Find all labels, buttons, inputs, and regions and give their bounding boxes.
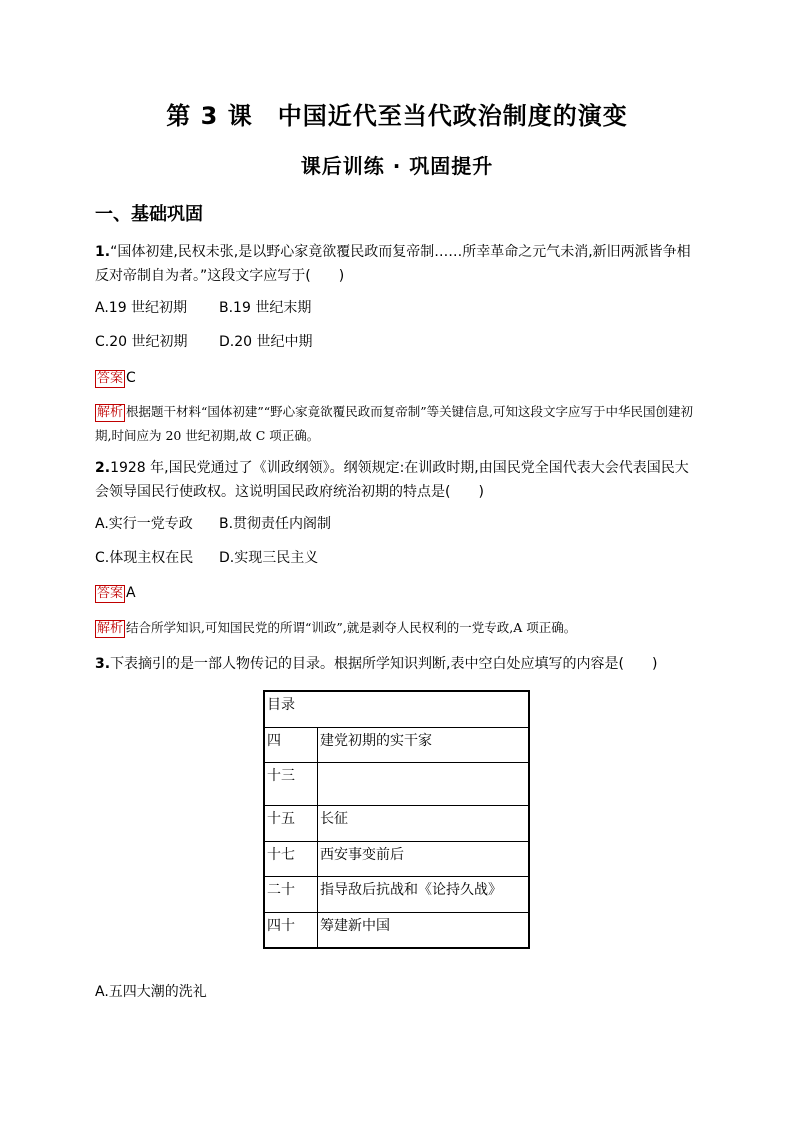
chapter-title: 建党初期的实干家: [318, 727, 530, 762]
analysis-label: 解析: [97, 621, 124, 636]
page-title: 第 3 课 中国近代至当代政治制度的演变: [166, 102, 628, 130]
chapter-title: 长征: [318, 805, 530, 841]
table-of-contents: [263, 690, 530, 949]
question-2-answer: [95, 583, 136, 603]
chapter-title: 西安事变前后: [318, 841, 530, 876]
analysis-text: 根据题干材料“国体初建”“野心家竟欲覆民政而复帝制”等关键信息,可知这段文字应写于中华民国创建初期,时间应为 20 世纪初期,故 C 项正确。: [95, 404, 694, 443]
table-row: [264, 912, 529, 948]
answer-label: 答案: [97, 371, 124, 386]
chapter-title: 筹建新中国: [318, 912, 530, 948]
page-subtitle: 课后训练 · 巩固提升: [300, 154, 494, 178]
question-number: 3.: [95, 656, 111, 672]
table-row: [264, 762, 529, 805]
option-d: D.20 世纪中期: [219, 334, 313, 350]
section-heading: 一、基础巩固: [95, 204, 203, 225]
table-row: [264, 841, 529, 876]
option-a: A.实行一党专政: [95, 516, 193, 532]
question-1-analysis: [95, 400, 705, 448]
analysis-label: 解析: [97, 405, 124, 420]
option-c: C.体现主权在民: [95, 550, 194, 566]
question-number: 1.: [95, 244, 111, 260]
analysis-text: 结合所学知识,可知国民党的所谓“训政”,就是剥夺人民权利的一党专政,A 项正确。: [126, 620, 577, 635]
question-1-options-row-2: [95, 332, 313, 352]
chapter-number: 十五: [264, 805, 318, 841]
answer-value: C: [126, 370, 136, 386]
table-header: 目录: [264, 691, 529, 727]
question-text: “国体初建,民权未张,是以野心家竟欲覆民政而复帝制……所幸革命之元气未消,新旧两派皆争相反对帝制自为者。”这段文字应写于( ): [95, 244, 691, 284]
chapter-number: 十七: [264, 841, 318, 876]
question-3: [95, 652, 700, 676]
question-2-options-row-2: [95, 548, 318, 568]
question-2: [95, 456, 700, 504]
chapter-number: 二十: [264, 876, 318, 912]
question-text: 1928 年,国民党通过了《训政纲领》。纲领规定:在训政时期,由国民党全国代表大会代表国民大会领导国民行使政权。这说明国民政府统治初期的特点是( ): [95, 460, 689, 500]
chapter-title: 指导敌后抗战和《论持久战》: [318, 876, 530, 912]
question-1: [95, 240, 700, 288]
question-3-options-row-1: [95, 982, 207, 1002]
option-a: A.五四大潮的洗礼: [95, 984, 207, 1000]
option-d: D.实现三民主义: [219, 550, 319, 566]
chapter-number: 四十: [264, 912, 318, 948]
chapter-title-blank: [318, 762, 530, 805]
question-text: 下表摘引的是一部人物传记的目录。根据所学知识判断,表中空白处应填写的内容是( ): [110, 656, 658, 672]
option-c: C.20 世纪初期: [95, 334, 188, 350]
question-1-answer: [95, 368, 136, 388]
option-b: B.19 世纪末期: [219, 300, 312, 316]
option-a: A.19 世纪初期: [95, 300, 188, 316]
answer-value: A: [126, 585, 136, 601]
table-row: [264, 876, 529, 912]
question-1-options-row-1: [95, 298, 311, 318]
question-number: 2.: [95, 460, 111, 476]
table-header-row: [264, 691, 529, 727]
option-b: B.贯彻责任内阁制: [219, 516, 332, 532]
chapter-number: 四: [264, 727, 318, 762]
chapter-number: 十三: [264, 762, 318, 805]
question-2-analysis: [95, 616, 705, 640]
table-row: [264, 805, 529, 841]
table-row: [264, 727, 529, 762]
question-2-options-row-1: [95, 514, 331, 534]
answer-label: 答案: [97, 586, 124, 601]
